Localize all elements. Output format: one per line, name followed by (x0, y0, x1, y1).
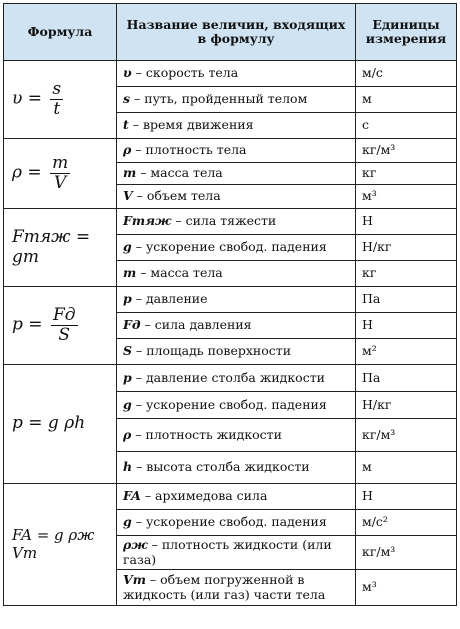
quantity: ρ – плотность тела (117, 139, 356, 163)
unit: м³ (356, 570, 457, 606)
formula-pressure: p = $\frac{Fд}{S}$ (4, 287, 117, 365)
fraction-num: s (52, 79, 62, 100)
formula-density: ρ = $\frac{m}{V}$ (4, 139, 117, 209)
header-row (4, 4, 457, 61)
quantity: V – объем тела (117, 185, 356, 209)
quantity: g – ускорение свобод. падения (117, 510, 356, 536)
fraction: $\frac{Fд}{S}$ (52, 305, 76, 345)
quantity: h – высота столба жидкости (117, 452, 356, 484)
unit: Н/кг (356, 392, 457, 419)
unit: Па (356, 287, 457, 313)
formula-archimedes: FA = g ρж Vт (4, 484, 117, 606)
unit: м/с (356, 61, 457, 87)
header-formula: Формула (4, 4, 117, 61)
table-row (4, 139, 457, 163)
quantity: p – давление столба жидкости (117, 365, 356, 392)
quantity: ρж – плотность жидкости (или газа) (117, 536, 356, 570)
quantity: S – площадь поверхности (117, 339, 356, 365)
quantity: υ – скорость тела (117, 61, 356, 87)
quantity: m – масса тела (117, 163, 356, 185)
header-quantities: Название величин, входящих в формулу (117, 4, 356, 61)
quantity: m – масса тела (117, 261, 356, 287)
unit: с (356, 113, 457, 139)
unit: Н (356, 209, 457, 235)
fraction (50, 80, 63, 118)
quantity: g – ускорение свобод. падения (117, 392, 356, 419)
fraction-den: t (53, 99, 61, 119)
quantity: Fд – сила давления (117, 313, 356, 339)
unit: м/с² (356, 510, 457, 536)
unit: кг/м³ (356, 536, 457, 570)
quantity: s – путь, пройденный телом (117, 87, 356, 113)
table-row (4, 365, 457, 392)
unit: Н (356, 484, 457, 510)
header-units: Единицы измерения (356, 4, 457, 61)
unit: м (356, 452, 457, 484)
unit: м³ (356, 185, 457, 209)
table-row (4, 209, 457, 235)
formula-table (3, 3, 457, 606)
fraction: $\frac{m}{V}$ (52, 153, 69, 193)
quantity: ρ – плотность жидкости (117, 419, 356, 452)
unit: кг/м³ (356, 139, 457, 163)
unit: Па (356, 365, 457, 392)
table-row (4, 287, 457, 313)
quantity: t – время движения (117, 113, 356, 139)
table-row (4, 61, 457, 87)
quantity: FA – архимедова сила (117, 484, 356, 510)
unit: м (356, 87, 457, 113)
formula-velocity (4, 61, 117, 139)
unit: кг (356, 261, 457, 287)
table-row (4, 484, 457, 510)
formula-liquid-pressure: p = g ρh (4, 365, 117, 484)
quantity: p – давление (117, 287, 356, 313)
formula-gravity: Fтяж = gm (4, 209, 117, 287)
unit: кг (356, 163, 457, 185)
quantity: g – ускорение свобод. падения (117, 235, 356, 261)
unit: Н (356, 313, 457, 339)
unit: Н/кг (356, 235, 457, 261)
quantity: Vт – объем погруженной в жидкость (или газ) части тела (117, 570, 356, 606)
quantity: Fтяж – сила тяжести (117, 209, 356, 235)
formula-left: υ = (12, 89, 42, 109)
unit: м² (356, 339, 457, 365)
unit: кг/м³ (356, 419, 457, 452)
